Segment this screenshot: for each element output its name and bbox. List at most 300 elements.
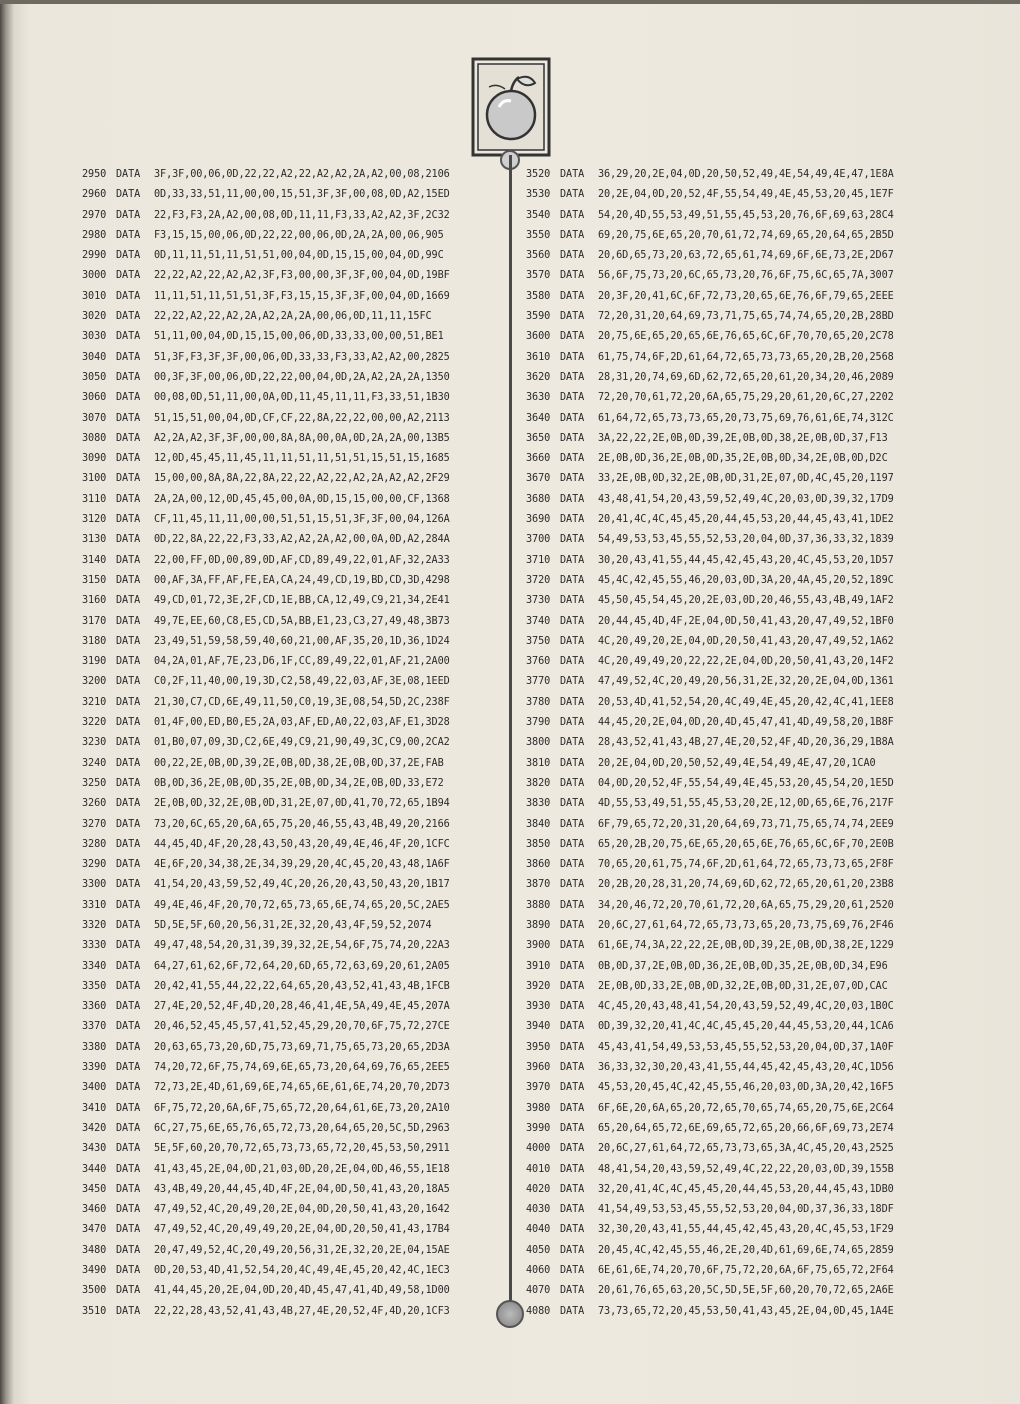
data-values: 0B,0D,36,2E,0B,0D,35,2E,0B,0D,34,2E,0B,0D,33,E72 (154, 777, 444, 789)
data-values: 6C,27,75,6E,65,76,65,72,73,20,64,65,20,5C,5D,2963 (154, 1122, 450, 1134)
data-keyword: DATA (116, 169, 141, 180)
line-number: 3980 (526, 1102, 551, 1114)
data-line (82, 591, 500, 611)
data-keyword: DATA (116, 676, 141, 688)
line-number: 3670 (526, 473, 551, 485)
line-number: 3070 (82, 412, 107, 424)
line-number: 3230 (82, 737, 107, 749)
data-values: 4E,6F,20,34,38,2E,34,39,29,20,4C,45,20,43,48,1A6F (154, 859, 450, 871)
data-line (82, 266, 500, 286)
line-number: 3990 (526, 1122, 551, 1134)
data-values: 20,6C,27,61,64,72,65,73,73,65,20,73,75,69,76,2F46 (598, 919, 894, 931)
data-line (82, 409, 500, 429)
data-keyword: DATA (116, 493, 141, 505)
data-keyword: DATA (560, 554, 585, 566)
data-keyword: DATA (560, 1001, 585, 1013)
data-values: 2A,2A,00,12,0D,45,45,00,0A,0D,15,15,00,00,CF,1368 (154, 493, 450, 505)
data-values: 00,22,2E,0B,0D,39,2E,0B,0D,38,2E,0B,0D,37,2E,FAB (154, 757, 444, 769)
line-number: 3650 (526, 432, 551, 444)
line-number: 3640 (526, 412, 551, 424)
data-keyword: DATA (560, 270, 585, 282)
data-keyword: DATA (560, 412, 585, 424)
data-line (82, 388, 500, 408)
data-keyword: DATA (116, 838, 141, 850)
data-values: 43,48,41,54,20,43,59,52,49,4C,20,03,0D,39,32,17D9 (598, 493, 894, 505)
data-values: 41,54,20,43,59,52,49,4C,20,26,20,43,50,43,20,1B17 (154, 879, 450, 891)
data-line (82, 490, 500, 510)
line-number: 3280 (82, 838, 107, 850)
data-line (526, 469, 966, 489)
line-number: 3800 (526, 737, 551, 749)
data-line (526, 429, 966, 449)
data-keyword: DATA (116, 1285, 141, 1297)
data-keyword: DATA (116, 1062, 141, 1074)
line-number: 3270 (82, 818, 107, 830)
line-number: 3500 (82, 1285, 107, 1297)
data-values: 64,27,61,62,6F,72,64,20,6D,65,72,63,69,20,61,2A05 (154, 960, 450, 972)
data-values: 20,2E,04,0D,20,50,52,49,4E,54,49,4E,47,20,1CA0 (598, 757, 876, 769)
line-number: 3240 (82, 757, 107, 769)
data-keyword: DATA (116, 737, 141, 749)
data-values: 45,4C,42,45,55,46,20,03,0D,3A,20,4A,45,20,52,189C (598, 574, 894, 586)
data-values: 20,46,52,45,45,57,41,52,45,29,20,70,6F,75,72,27CE (154, 1021, 450, 1033)
data-values: 20,3F,20,41,6C,6F,72,73,20,65,6E,76,6F,79,65,2EEE (598, 290, 894, 302)
data-line (82, 1220, 500, 1240)
line-number: 3450 (82, 1183, 107, 1195)
data-line (82, 774, 500, 794)
data-line (82, 1302, 500, 1322)
data-keyword: DATA (560, 1305, 585, 1317)
line-number: 3410 (82, 1102, 107, 1114)
data-line (526, 368, 966, 388)
data-line (82, 530, 500, 550)
data-line (82, 1200, 500, 1220)
data-values: 27,4E,20,52,4F,4D,20,28,46,41,4E,5A,49,4E,45,207A (154, 1001, 450, 1013)
data-keyword: DATA (560, 250, 585, 262)
data-values: 61,64,72,65,73,73,65,20,73,75,69,76,61,6E,74,312C (598, 412, 894, 424)
line-number: 3700 (526, 534, 551, 546)
data-line (82, 246, 500, 266)
data-line (82, 997, 500, 1017)
data-line (526, 409, 966, 429)
line-number: 3150 (82, 574, 107, 586)
data-line (526, 571, 966, 591)
data-line (526, 1139, 966, 1159)
line-number: 3970 (526, 1082, 551, 1094)
data-keyword: DATA (560, 676, 585, 688)
data-line (82, 165, 500, 185)
line-number: 3810 (526, 757, 551, 769)
data-line (526, 307, 966, 327)
data-values: 56,6F,75,73,20,6C,65,73,20,76,6F,75,6C,65,7A,3007 (598, 270, 894, 282)
data-values: 70,65,20,61,75,74,6F,2D,61,64,72,65,73,73,65,2F8F (598, 859, 894, 871)
data-values: C0,2F,11,40,00,19,3D,C2,58,49,22,03,AF,3E,08,1EED (154, 676, 450, 688)
line-number: 3950 (526, 1041, 551, 1053)
data-values: 36,33,32,30,20,43,41,55,44,45,42,45,43,20,4C,1D56 (598, 1062, 894, 1074)
data-keyword: DATA (116, 1244, 141, 1256)
data-values: 00,08,0D,51,11,00,0A,0D,11,45,11,11,F3,33,51,1B30 (154, 392, 450, 404)
data-values: 73,20,6C,65,20,6A,65,75,20,46,55,43,4B,49,20,2166 (154, 818, 450, 830)
line-number: 4050 (526, 1244, 551, 1256)
data-line (526, 1017, 966, 1037)
listing-right-column (526, 165, 966, 1322)
data-line (82, 287, 500, 307)
data-line (82, 1017, 500, 1037)
data-line (82, 1261, 500, 1281)
data-keyword: DATA (560, 392, 585, 404)
line-number: 3360 (82, 1001, 107, 1013)
data-values: 04,0D,20,52,4F,55,54,49,4E,45,53,20,45,54,20,1E5D (598, 777, 894, 789)
data-values: 22,00,FF,0D,00,89,0D,AF,CD,89,49,22,01,AF,32,2A33 (154, 554, 450, 566)
line-number: 3770 (526, 676, 551, 688)
data-keyword: DATA (116, 331, 141, 343)
data-line (82, 469, 500, 489)
line-number: 4040 (526, 1224, 551, 1236)
data-values: 2E,0B,0D,33,2E,0B,0D,32,2E,0B,0D,31,2E,07,0D,CAC (598, 980, 888, 992)
data-line (526, 266, 966, 286)
line-number: 3590 (526, 311, 551, 323)
line-number: 3300 (82, 879, 107, 891)
data-values: 47,49,52,4C,20,49,20,2E,04,0D,20,50,41,43,20,1642 (154, 1204, 450, 1216)
line-number: 3580 (526, 290, 551, 302)
data-values: 20,44,45,4D,4F,2E,04,0D,50,41,43,20,47,49,52,1BF0 (598, 615, 894, 627)
data-keyword: DATA (116, 229, 141, 241)
data-line (526, 997, 966, 1017)
data-values: 5E,5F,60,20,70,72,65,73,73,65,72,20,45,53,50,2911 (154, 1143, 450, 1155)
line-number: 4030 (526, 1204, 551, 1216)
data-keyword: DATA (560, 1224, 585, 1236)
data-line (526, 206, 966, 226)
data-keyword: DATA (560, 1122, 585, 1134)
line-number: 3170 (82, 615, 107, 627)
data-line (526, 1241, 966, 1261)
data-keyword: DATA (560, 980, 585, 992)
data-line (82, 672, 500, 692)
line-number: 3570 (526, 270, 551, 282)
data-line (82, 1119, 500, 1139)
data-keyword: DATA (116, 473, 141, 485)
data-values: 20,6C,27,61,64,72,65,73,73,65,3A,4C,45,20,43,2525 (598, 1143, 894, 1155)
data-line (526, 490, 966, 510)
line-number: 3840 (526, 818, 551, 830)
line-number: 4010 (526, 1163, 551, 1175)
data-keyword: DATA (560, 635, 585, 647)
line-number: 3720 (526, 574, 551, 586)
line-number: 3380 (82, 1041, 107, 1053)
data-values: 22,22,A2,22,A2,A2,3F,F3,00,00,3F,3F,00,04,0D,19BF (154, 270, 450, 282)
apple-logo-icon (471, 57, 551, 157)
data-values: 6F,75,72,20,6A,6F,75,65,72,20,64,61,6E,73,20,2A10 (154, 1102, 450, 1114)
data-values: 32,20,41,4C,4C,45,45,20,44,45,53,20,44,45,43,1DB0 (598, 1183, 894, 1195)
line-number: 3860 (526, 859, 551, 871)
data-values: 0D,20,53,4D,41,52,54,20,4C,49,4E,45,20,42,4C,1EC3 (154, 1265, 450, 1277)
data-values: 51,3F,F3,3F,3F,00,06,0D,33,33,F3,33,A2,A2,00,2825 (154, 351, 450, 363)
line-number: 3030 (82, 331, 107, 343)
data-values: 5D,5E,5F,60,20,56,31,2E,32,20,43,4F,59,52,2074 (154, 919, 432, 931)
data-keyword: DATA (116, 717, 141, 729)
line-number: 3790 (526, 717, 551, 729)
line-number: 4060 (526, 1265, 551, 1277)
data-keyword: DATA (560, 879, 585, 891)
data-keyword: DATA (116, 371, 141, 383)
line-number: 3080 (82, 432, 107, 444)
data-keyword: DATA (560, 1143, 585, 1155)
line-number: 3820 (526, 777, 551, 789)
line-number: 3890 (526, 919, 551, 931)
data-keyword: DATA (560, 1183, 585, 1195)
data-keyword: DATA (560, 1244, 585, 1256)
data-keyword: DATA (560, 493, 585, 505)
data-keyword: DATA (116, 250, 141, 262)
data-line (526, 652, 966, 672)
data-values: 48,41,54,20,43,59,52,49,4C,22,22,20,03,0D,39,155B (598, 1163, 894, 1175)
line-number: 3530 (526, 189, 551, 201)
data-line (82, 307, 500, 327)
line-number: 3260 (82, 798, 107, 810)
data-keyword: DATA (560, 351, 585, 363)
line-number: 3310 (82, 899, 107, 911)
data-line (82, 693, 500, 713)
line-number: 3910 (526, 960, 551, 972)
data-values: 34,20,46,72,20,70,61,72,20,6A,65,75,29,20,61,2520 (598, 899, 894, 911)
line-number: 3520 (526, 169, 551, 180)
line-number: 3420 (82, 1122, 107, 1134)
data-keyword: DATA (560, 798, 585, 810)
data-keyword: DATA (560, 1102, 585, 1114)
line-number: 4000 (526, 1143, 551, 1155)
data-values: 4D,55,53,49,51,55,45,53,20,2E,12,0D,65,6E,76,217F (598, 798, 894, 810)
data-keyword: DATA (560, 838, 585, 850)
line-number: 3350 (82, 980, 107, 992)
data-line (526, 388, 966, 408)
line-number: 3050 (82, 371, 107, 383)
data-line (526, 693, 966, 713)
line-number: 3020 (82, 311, 107, 323)
line-number: 3130 (82, 534, 107, 546)
data-values: 11,11,51,11,51,51,3F,F3,15,15,3F,3F,00,04,0D,1669 (154, 290, 450, 302)
data-keyword: DATA (116, 554, 141, 566)
data-keyword: DATA (560, 311, 585, 323)
data-values: 74,20,72,6F,75,74,69,6E,65,73,20,64,69,76,65,2EE5 (154, 1062, 450, 1074)
data-keyword: DATA (560, 595, 585, 607)
data-line (526, 957, 966, 977)
line-number: 3430 (82, 1143, 107, 1155)
data-keyword: DATA (116, 1102, 141, 1114)
line-number: 3320 (82, 919, 107, 931)
data-line (82, 835, 500, 855)
data-keyword: DATA (560, 290, 585, 302)
line-number: 3140 (82, 554, 107, 566)
line-number: 3660 (526, 453, 551, 465)
data-values: 23,49,51,59,58,59,40,60,21,00,AF,35,20,1D,36,1D24 (154, 635, 450, 647)
line-number: 3390 (82, 1062, 107, 1074)
data-values: 72,20,31,20,64,69,73,71,75,65,74,74,65,20,2B,28BD (598, 311, 894, 323)
data-line (82, 794, 500, 814)
data-values: 41,44,45,20,2E,04,0D,20,4D,45,47,41,4D,49,58,1D00 (154, 1285, 450, 1297)
data-values: 12,0D,45,45,11,45,11,11,51,11,51,51,15,51,15,1685 (154, 453, 450, 465)
data-keyword: DATA (560, 1041, 585, 1053)
data-values: 41,43,45,2E,04,0D,21,03,0D,20,2E,04,0D,46,55,1E18 (154, 1163, 450, 1175)
data-line (82, 815, 500, 835)
data-line (526, 510, 966, 530)
data-line (82, 571, 500, 591)
data-keyword: DATA (560, 1082, 585, 1094)
data-line (82, 875, 500, 895)
data-values: 20,61,76,65,63,20,5C,5D,5E,5F,60,20,70,72,65,2A6E (598, 1285, 894, 1297)
line-number: 3730 (526, 595, 551, 607)
data-values: 00,AF,3A,FF,AF,FE,EA,CA,24,49,CD,19,BD,CD,3D,4298 (154, 574, 450, 586)
data-keyword: DATA (560, 1021, 585, 1033)
data-line (526, 185, 966, 205)
data-values: 45,53,20,45,4C,42,45,55,46,20,03,0D,3A,20,42,16F5 (598, 1082, 894, 1094)
data-keyword: DATA (560, 1204, 585, 1216)
data-keyword: DATA (116, 351, 141, 363)
data-keyword: DATA (116, 270, 141, 282)
column-divider-bottom-dot (496, 1300, 524, 1328)
data-line (526, 1220, 966, 1240)
data-values: 6F,6E,20,6A,65,20,72,65,70,65,74,65,20,75,6E,2C64 (598, 1102, 894, 1114)
data-line (526, 1261, 966, 1281)
data-values: 65,20,2B,20,75,6E,65,20,65,6E,76,65,6C,6F,70,2E0B (598, 838, 894, 850)
data-line (82, 226, 500, 246)
line-number: 3740 (526, 615, 551, 627)
data-line (82, 652, 500, 672)
data-values: 45,43,41,54,49,53,53,45,55,52,53,20,04,0D,37,1A0F (598, 1041, 894, 1053)
data-values: 44,45,4D,4F,20,28,43,50,43,20,49,4E,46,4F,20,1CFC (154, 838, 450, 850)
data-line (82, 936, 500, 956)
data-values: 20,45,4C,42,45,55,46,2E,20,4D,61,69,6E,74,65,2859 (598, 1244, 894, 1256)
data-values: 51,11,00,04,0D,15,15,00,06,0D,33,33,00,00,51,BE1 (154, 331, 444, 343)
data-keyword: DATA (560, 1062, 585, 1074)
data-values: 0D,39,32,20,41,4C,4C,45,45,20,44,45,53,20,44,1CA6 (598, 1021, 894, 1033)
line-number: 3200 (82, 676, 107, 688)
data-values: 4C,45,20,43,48,41,54,20,43,59,52,49,4C,20,03,1B0C (598, 1001, 894, 1013)
data-values: 01,B0,07,09,3D,C2,6E,49,C9,21,90,49,3C,C9,00,2CA2 (154, 737, 450, 749)
data-values: 22,22,A2,22,A2,2A,A2,2A,2A,00,06,0D,11,11,15FC (154, 311, 432, 323)
data-values: 33,2E,0B,0D,32,2E,0B,0D,31,2E,07,0D,4C,45,20,1197 (598, 473, 894, 485)
data-keyword: DATA (116, 574, 141, 586)
data-values: 28,43,52,41,43,4B,27,4E,20,52,4F,4D,20,36,29,1B8A (598, 737, 894, 749)
line-number: 3680 (526, 493, 551, 505)
line-number: 3870 (526, 879, 551, 891)
data-keyword: DATA (560, 1163, 585, 1175)
listing-left-column (82, 165, 500, 1322)
data-values: 0D,11,11,51,11,51,51,00,04,0D,15,15,00,04,0D,99C (154, 250, 444, 262)
data-line (526, 713, 966, 733)
data-values: 44,45,20,2E,04,0D,20,4D,45,47,41,4D,49,58,20,1B8F (598, 717, 894, 729)
data-line (526, 551, 966, 571)
data-line (82, 551, 500, 571)
data-values: 20,63,65,73,20,6D,75,73,69,71,75,65,73,20,65,2D3A (154, 1041, 450, 1053)
data-keyword: DATA (560, 737, 585, 749)
data-keyword: DATA (116, 1001, 141, 1013)
data-line (526, 1119, 966, 1139)
data-line (82, 1281, 500, 1301)
data-keyword: DATA (116, 1265, 141, 1277)
data-line (82, 429, 500, 449)
data-keyword: DATA (116, 1183, 141, 1195)
data-line (526, 449, 966, 469)
data-values: 41,54,49,53,53,45,55,52,53,20,04,0D,37,36,33,18DF (598, 1204, 894, 1216)
data-keyword: DATA (560, 432, 585, 444)
data-line (82, 733, 500, 753)
data-line (82, 348, 500, 368)
line-number: 2960 (82, 189, 107, 201)
line-number: 3710 (526, 554, 551, 566)
data-line (526, 672, 966, 692)
data-values: 20,2E,04,0D,20,52,4F,55,54,49,4E,45,53,20,45,1E7F (598, 189, 894, 201)
data-keyword: DATA (116, 1122, 141, 1134)
data-line (526, 1281, 966, 1301)
data-values: 43,4B,49,20,44,45,4D,4F,2E,04,0D,50,41,43,20,18A5 (154, 1183, 450, 1195)
data-line (526, 835, 966, 855)
data-keyword: DATA (560, 453, 585, 465)
data-line (526, 165, 966, 185)
data-line (82, 327, 500, 347)
data-keyword: DATA (116, 615, 141, 627)
data-keyword: DATA (116, 1143, 141, 1155)
data-keyword: DATA (116, 1082, 141, 1094)
line-number: 3060 (82, 392, 107, 404)
data-line (82, 916, 500, 936)
data-keyword: DATA (560, 1285, 585, 1297)
data-keyword: DATA (560, 209, 585, 221)
line-number: 3690 (526, 514, 551, 526)
data-values: 30,20,43,41,55,44,45,42,45,43,20,4C,45,53,20,1D57 (598, 554, 894, 566)
data-values: CF,11,45,11,11,00,00,51,51,15,51,3F,3F,00,04,126A (154, 514, 450, 526)
data-values: F3,15,15,00,06,0D,22,22,00,06,0D,2A,2A,00,06,905 (154, 229, 444, 241)
data-keyword: DATA (116, 635, 141, 647)
data-keyword: DATA (560, 574, 585, 586)
line-number: 3290 (82, 859, 107, 871)
data-values: 01,4F,00,ED,B0,E5,2A,03,AF,ED,A0,22,03,AF,E1,3D28 (154, 717, 450, 729)
data-line (82, 1078, 500, 1098)
data-values: 61,75,74,6F,2D,61,64,72,65,73,73,65,20,2B,20,2568 (598, 351, 894, 363)
line-number: 3550 (526, 229, 551, 241)
data-values: 28,31,20,74,69,6D,62,72,65,20,61,20,34,20,46,2089 (598, 371, 894, 383)
data-line (82, 1160, 500, 1180)
data-keyword: DATA (560, 229, 585, 241)
data-keyword: DATA (560, 777, 585, 789)
data-line (82, 1139, 500, 1159)
line-number: 2950 (82, 169, 107, 180)
line-number: 3340 (82, 960, 107, 972)
line-number: 3620 (526, 371, 551, 383)
line-number: 3180 (82, 635, 107, 647)
data-values: 0D,22,8A,22,22,F3,33,A2,A2,2A,A2,00,0A,0D,A2,284A (154, 534, 450, 546)
data-values: 6F,79,65,72,20,31,20,64,69,73,71,75,65,74,74,2EE9 (598, 818, 894, 830)
data-keyword: DATA (116, 290, 141, 302)
data-values: 20,2B,20,28,31,20,74,69,6D,62,72,65,20,61,20,23B8 (598, 879, 894, 891)
data-values: 65,20,64,65,72,6E,69,65,72,65,20,66,6F,69,73,2E74 (598, 1122, 894, 1134)
data-keyword: DATA (116, 1163, 141, 1175)
data-line (526, 1302, 966, 1322)
data-keyword: DATA (560, 371, 585, 383)
data-keyword: DATA (116, 311, 141, 323)
line-number: 2980 (82, 229, 107, 241)
data-line (82, 510, 500, 530)
line-number: 3160 (82, 595, 107, 607)
data-line (526, 754, 966, 774)
data-keyword: DATA (560, 940, 585, 952)
data-keyword: DATA (116, 1041, 141, 1053)
data-line (82, 1038, 500, 1058)
data-values: 72,20,70,61,72,20,6A,65,75,29,20,61,20,6C,27,2202 (598, 392, 894, 404)
data-keyword: DATA (116, 960, 141, 972)
data-values: 21,30,C7,CD,6E,49,11,50,C0,19,3E,08,54,5D,2C,238F (154, 696, 450, 708)
data-keyword: DATA (560, 169, 585, 180)
data-values: 20,41,4C,4C,45,45,20,44,45,53,20,44,45,43,41,1DE2 (598, 514, 894, 526)
